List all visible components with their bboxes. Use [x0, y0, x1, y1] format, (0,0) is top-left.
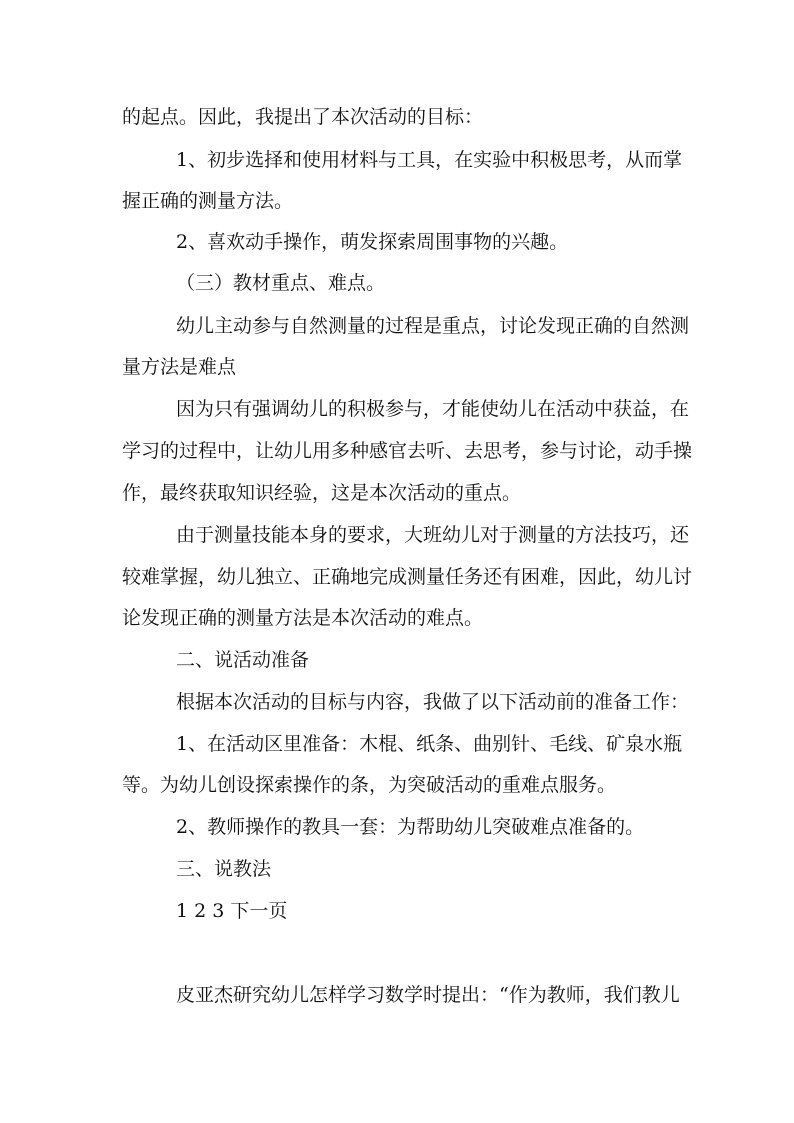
text-line: 较难掌握，幼儿独立、正确地完成测量任务还有困难，因此，幼儿讨 [122, 566, 693, 588]
text-line: 1、初步选择和使用材料与工具，在实验中积极思考，从而掌 [176, 149, 683, 171]
section-heading: 三、说教法 [176, 858, 272, 880]
text-line: 皮亚杰研究幼儿怎样学习数学时提出：“作为教师，我们教儿 [176, 984, 680, 1006]
text-line: 论发现正确的测量方法是本次活动的难点。 [122, 607, 484, 629]
section-heading: 二、说活动准备 [176, 649, 310, 671]
text-line: 2、教师操作的教具一套：为帮助幼儿突破难点准备的。 [176, 816, 645, 838]
text-line: 作，最终获取知识经验，这是本次活动的重点。 [122, 482, 522, 504]
text-line: 因为只有强调幼儿的积极参与，才能使幼儿在活动中获益，在 [176, 398, 690, 420]
section-heading: （三）教材重点、难点。 [176, 272, 386, 294]
text-line: 等。为幼儿创设探索操作的条，为突破活动的重难点服务。 [122, 774, 617, 796]
text-line: 学习的过程中，让幼儿用多种感官去听、去思考，参与讨论，动手操 [122, 440, 693, 462]
text-line: 幼儿主动参与自然测量的过程是重点，讨论发现正确的自然测 [176, 315, 690, 337]
text-line: 的起点。因此，我提出了本次活动的目标： [122, 106, 484, 128]
text-line: 量方法是难点 [122, 356, 237, 378]
text-line: 由于测量技能本身的要求，大班幼儿对于测量的方法技巧，还 [176, 524, 690, 546]
text-line: 2、喜欢动手操作，萌发探索周围事物的兴趣。 [176, 231, 569, 253]
text-line: 1、在活动区里准备：木棍、纸条、曲别针、毛线、矿泉水瓶 [176, 733, 683, 755]
text-line: 根据本次活动的目标与内容，我做了以下活动前的准备工作： [176, 691, 690, 713]
text-line: 握正确的测量方法。 [122, 190, 294, 212]
pagination-links[interactable]: 1 2 3 下一页 [176, 900, 288, 922]
